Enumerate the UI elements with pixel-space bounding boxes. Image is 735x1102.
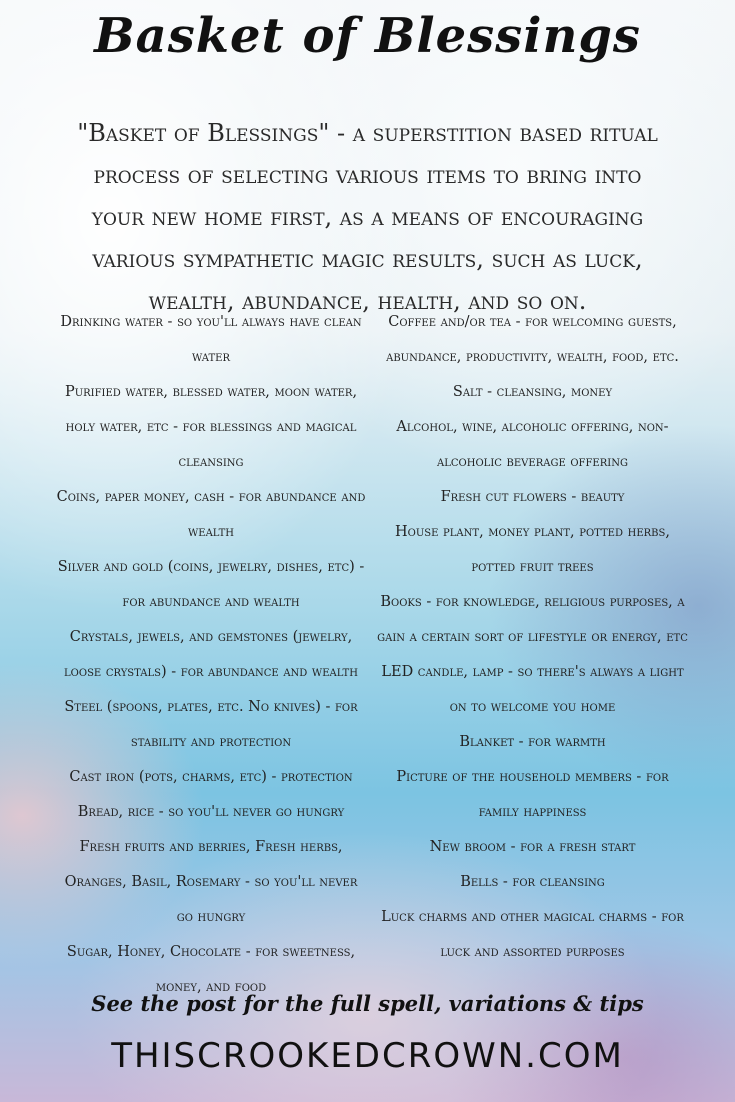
list-item: Purified water, blessed water, moon water, holy water, etc - for blessings and magical cleansing (64, 384, 358, 470)
list-item: Silver and gold (coins, jewelry, dishes, etc) - for abundance and wealth (57, 559, 365, 610)
list-item: Cast iron (pots, charms, etc) - protection (69, 769, 353, 785)
list-item: House plant, money plant, potted herbs, potted fruit trees (395, 524, 670, 575)
page-title: Basket of Blessings (94, 8, 641, 64)
list-item: Alcohol, wine, alcoholic offering, non-alcoholic beverage offering (396, 419, 669, 470)
list-item: Coins, paper money, cash - for abundance and wealth (56, 489, 366, 540)
list-item: Salt - cleansing, money (452, 384, 613, 400)
list-item: Books - for knowledge, religious purposes, a gain a certain sort of lifestyle or energy, etc (377, 594, 688, 645)
list-item: Sugar, Honey, Chocolate - for sweetness, money, and food (66, 944, 356, 995)
list-item: Blanket - for warmth (459, 734, 606, 750)
list-item: Bells - for cleansing (460, 874, 605, 890)
list-item: Crystals, jewels, and gemstones (jewelry, loose crystals) - for abundance and wealth (64, 629, 358, 680)
intro-paragraph: "Basket of Blessings" - a superstition based ritual process of selecting various items to bring into your new home first, as a means of encouraging various sympathetic magic results, such as luck, wealth, abundance, health, and so on. (77, 119, 658, 315)
list-item: Drinking water - so you'll always have clean water (60, 314, 362, 365)
items-list-left (56, 305, 366, 1005)
list-item: Steel (spoons, plates, etc. No knives) - for stability and protection (64, 699, 358, 750)
list-item: LED candle, lamp - so there's always a light on to welcome you home (381, 664, 684, 715)
items-list-right (375, 305, 690, 970)
list-item: Bread, rice - so you'll never go hungry (77, 804, 345, 820)
list-item: Picture of the household members - for family happiness (396, 769, 669, 820)
list-item: Luck charms and other magical charms - for luck and assorted purposes (381, 909, 684, 960)
list-item: Fresh fruits and berries, Fresh herbs, Oranges, Basil, Rosemary - so you'll never go hungry (64, 839, 358, 925)
website-url: THISCROOKEDCROWN.COM (111, 1036, 624, 1076)
list-item: Coffee and/or tea - for welcoming guests, abundance, productivity, wealth, food, etc. (386, 314, 679, 365)
list-item: Fresh cut flowers - beauty (440, 489, 625, 505)
call-to-action: See the post for the full spell, variations & tips (91, 991, 644, 1016)
list-item: New broom - for a fresh start (429, 839, 636, 855)
